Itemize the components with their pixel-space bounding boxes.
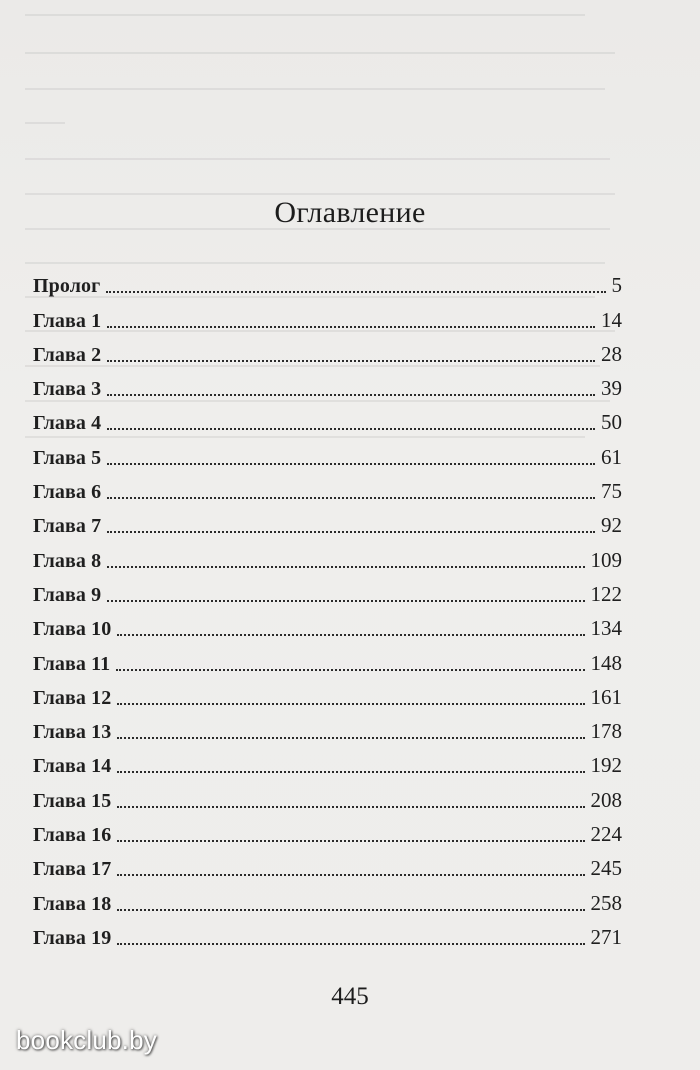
dot-leader	[107, 600, 584, 602]
toc-entry-page: 39	[601, 376, 622, 401]
toc-entry-page: 271	[590, 924, 622, 949]
dot-leader	[107, 531, 595, 533]
toc-entry-page: 75	[601, 479, 622, 504]
dot-leader	[107, 394, 595, 396]
toc-entry-title: Глава 7	[33, 515, 102, 538]
toc-entry-page: 148	[590, 650, 622, 675]
toc-entry-title: Глава 9	[33, 583, 102, 606]
dot-leader	[117, 737, 584, 739]
dot-leader	[106, 291, 605, 293]
toc-entry	[33, 536, 622, 570]
toc-entry-page: 161	[590, 684, 622, 709]
toc-entry-page: 92	[601, 513, 622, 538]
toc-entry-page: 109	[590, 547, 622, 572]
toc-entry-page: 122	[590, 581, 622, 606]
dot-leader	[107, 326, 595, 328]
toc-entry	[33, 708, 622, 742]
toc-entry-page: 28	[601, 341, 622, 366]
toc-entry-title: Глава 17	[33, 858, 112, 881]
toc-entry	[33, 296, 622, 330]
toc-entry-page: 178	[590, 719, 622, 744]
dot-leader	[117, 806, 584, 808]
toc-entry-title: Глава 5	[33, 446, 102, 469]
table-of-contents	[33, 262, 622, 948]
toc-entry	[33, 845, 622, 879]
toc-entry-title: Глава 18	[33, 892, 112, 915]
toc-entry	[33, 571, 622, 605]
toc-entry-title: Пролог	[33, 275, 101, 298]
toc-entry-title: Глава 6	[33, 481, 102, 504]
dot-leader	[107, 497, 595, 499]
toc-entry	[33, 433, 622, 467]
dot-leader	[117, 771, 584, 773]
toc-entry-page: 224	[590, 822, 622, 847]
toc-entry	[33, 605, 622, 639]
toc-entry-title: Глава 8	[33, 549, 102, 572]
toc-entry-title: Глава 4	[33, 412, 102, 435]
toc-entry	[33, 776, 622, 810]
toc-entry-title: Глава 11	[33, 652, 111, 675]
dot-leader	[117, 634, 584, 636]
dot-leader	[107, 566, 584, 568]
dot-leader	[117, 840, 584, 842]
toc-entry-title: Глава 2	[33, 343, 102, 366]
toc-entry	[33, 502, 622, 536]
toc-entry-page: 5	[611, 273, 622, 298]
toc-entry-page: 258	[590, 890, 622, 915]
toc-entry-title: Глава 14	[33, 755, 112, 778]
toc-entry-title: Глава 3	[33, 378, 102, 401]
toc-entry	[33, 639, 622, 673]
dot-leader	[116, 669, 584, 671]
toc-entry	[33, 365, 622, 399]
toc-entry-page: 208	[590, 787, 622, 812]
toc-entry-page: 192	[590, 753, 622, 778]
toc-entry	[33, 674, 622, 708]
toc-entry-title: Глава 13	[33, 721, 112, 744]
dot-leader	[107, 463, 595, 465]
watermark-text: bookclub.by	[16, 1025, 157, 1055]
toc-entry-title: Глава 12	[33, 686, 112, 709]
dot-leader	[117, 943, 584, 945]
toc-entry-title: Глава 16	[33, 824, 112, 847]
dot-leader	[117, 909, 584, 911]
toc-entry	[33, 742, 622, 776]
dot-leader	[117, 874, 584, 876]
toc-entry-page: 245	[590, 856, 622, 881]
toc-entry-title: Глава 19	[33, 926, 112, 949]
page-number: 445	[331, 983, 369, 1010]
toc-entry	[33, 811, 622, 845]
toc-entry	[33, 262, 622, 296]
toc-entry	[33, 914, 622, 948]
toc-entry-title: Глава 15	[33, 789, 112, 812]
toc-entry-page: 14	[601, 307, 622, 332]
toc-entry-page: 50	[601, 410, 622, 435]
toc-entry-page: 134	[590, 616, 622, 641]
toc-entry	[33, 879, 622, 913]
toc-entry	[33, 399, 622, 433]
toc-entry-title: Глава 10	[33, 618, 112, 641]
toc-entry	[33, 468, 622, 502]
toc-heading: Оглавление	[274, 196, 426, 229]
toc-entry-page: 61	[601, 444, 622, 469]
dot-leader	[107, 360, 595, 362]
toc-entry	[33, 331, 622, 365]
dot-leader	[107, 428, 595, 430]
dot-leader	[117, 703, 584, 705]
toc-entry-title: Глава 1	[33, 309, 102, 332]
